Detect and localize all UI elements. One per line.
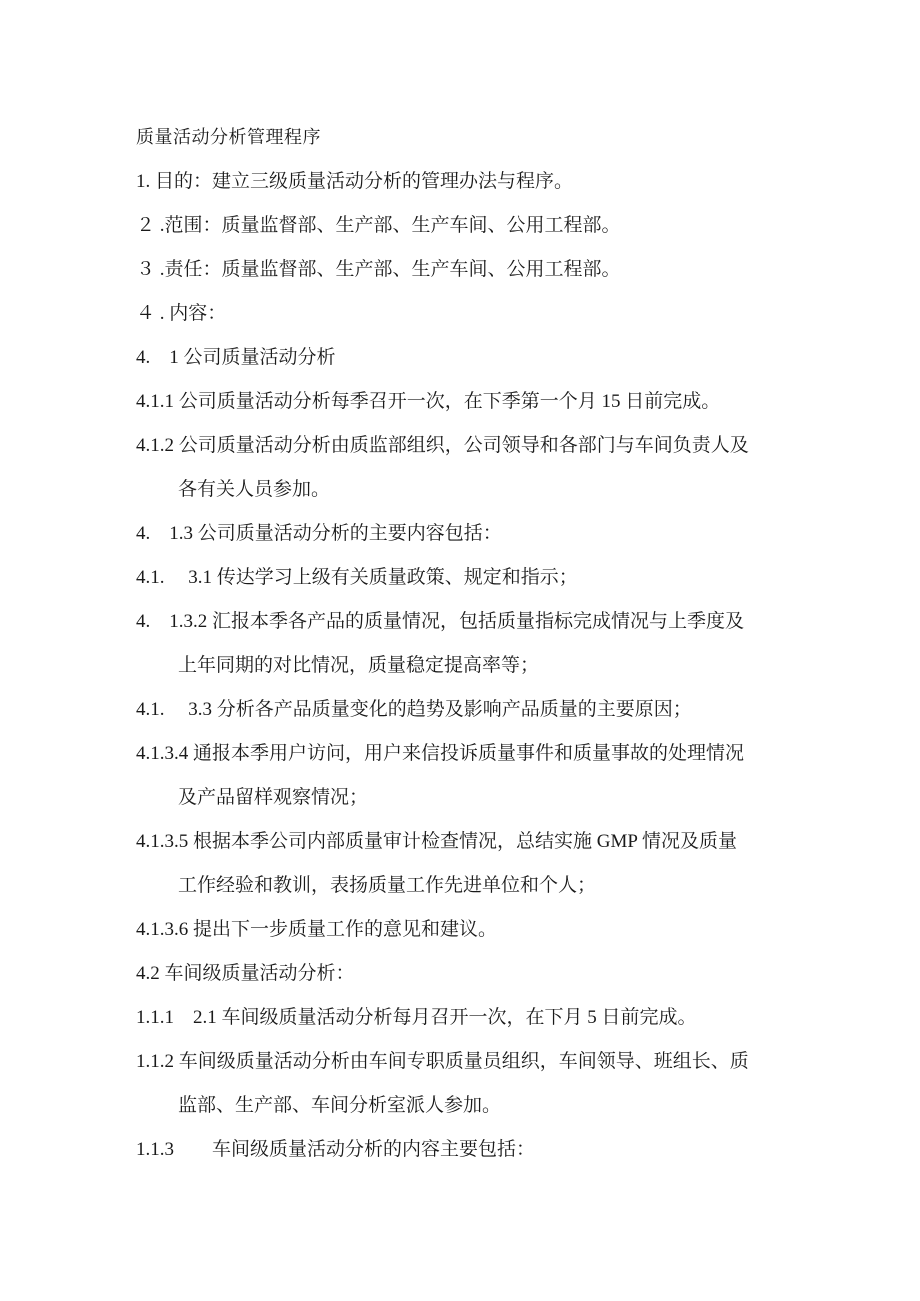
item-4-1-1: 4.1.1 公司质量活动分析每季召开一次，在下季第一个月 15 日前完成。: [136, 391, 721, 412]
item-4-1-3-2-cont: 上年同期的对比情况，质量稳定提高率等；: [178, 655, 540, 676]
heading-4-2: 4.2 车间级质量活动分析：: [136, 963, 355, 984]
section-content: ４ . 内容：: [136, 303, 227, 324]
item-4-1-3-5-cont: 工作经验和教训，表扬质量工作先进单位和个人；: [178, 875, 597, 896]
item-4-1-2: 4.1.2 公司质量活动分析由质监部组织，公司领导和各部门与车间负责人及: [136, 435, 749, 456]
heading-4-1: 4. 1 公司质量活动分析: [136, 347, 336, 368]
document-title: 质量活动分析管理程序: [136, 127, 321, 147]
item-4-1-3-5: 4.1.3.5 根据本季公司内部质量审计检查情况，总结实施 GMP 情况及质量: [136, 831, 737, 852]
section-purpose: 1. 目的：建立三级质量活动分析的管理办法与程序。: [136, 171, 574, 192]
item-4-1-3-3: 4.1. 3.3 分析各产品质量变化的趋势及影响产品质量的主要原因；: [136, 699, 692, 720]
item-4-1-3-6: 4.1.3.6 提出下一步质量工作的意见和建议。: [136, 919, 498, 940]
item-4-1-3-4: 4.1.3.4 通报本季用户访问，用户来信投诉质量事件和质量事故的处理情况: [136, 743, 745, 764]
item-4-1-3: 4. 1.3 公司质量活动分析的主要内容包括：: [136, 523, 502, 544]
item-1-1-2-cont: 监部、生产部、车间分析室派人参加。: [178, 1095, 502, 1116]
item-4-1-3-4-cont: 及产品留样观察情况；: [178, 787, 369, 808]
section-scope: ２ .范围：质量监督部、生产部、生产车间、公用工程部。: [136, 215, 621, 236]
item-4-1-3-2: 4. 1.3.2 汇报本季各产品的质量情况，包括质量指标完成情况与上季度及: [136, 611, 745, 632]
item-1-1-2: 1.1.2 车间级质量活动分析由车间专职质量员组织，车间领导、班组长、质: [136, 1051, 749, 1072]
item-4-1-2-cont: 各有关人员参加。: [178, 479, 331, 500]
item-1-1-1: 1.1.1 2.1 车间级质量活动分析每月召开一次，在下月 5 日前完成。: [136, 1007, 697, 1028]
item-1-1-3: 1.1.3 车间级质量活动分析的内容主要包括：: [136, 1139, 536, 1160]
item-4-1-3-1: 4.1. 3.1 传达学习上级有关质量政策、规定和指示；: [136, 567, 578, 588]
section-responsibility: ３ .责任：质量监督部、生产部、生产车间、公用工程部。: [136, 259, 621, 280]
